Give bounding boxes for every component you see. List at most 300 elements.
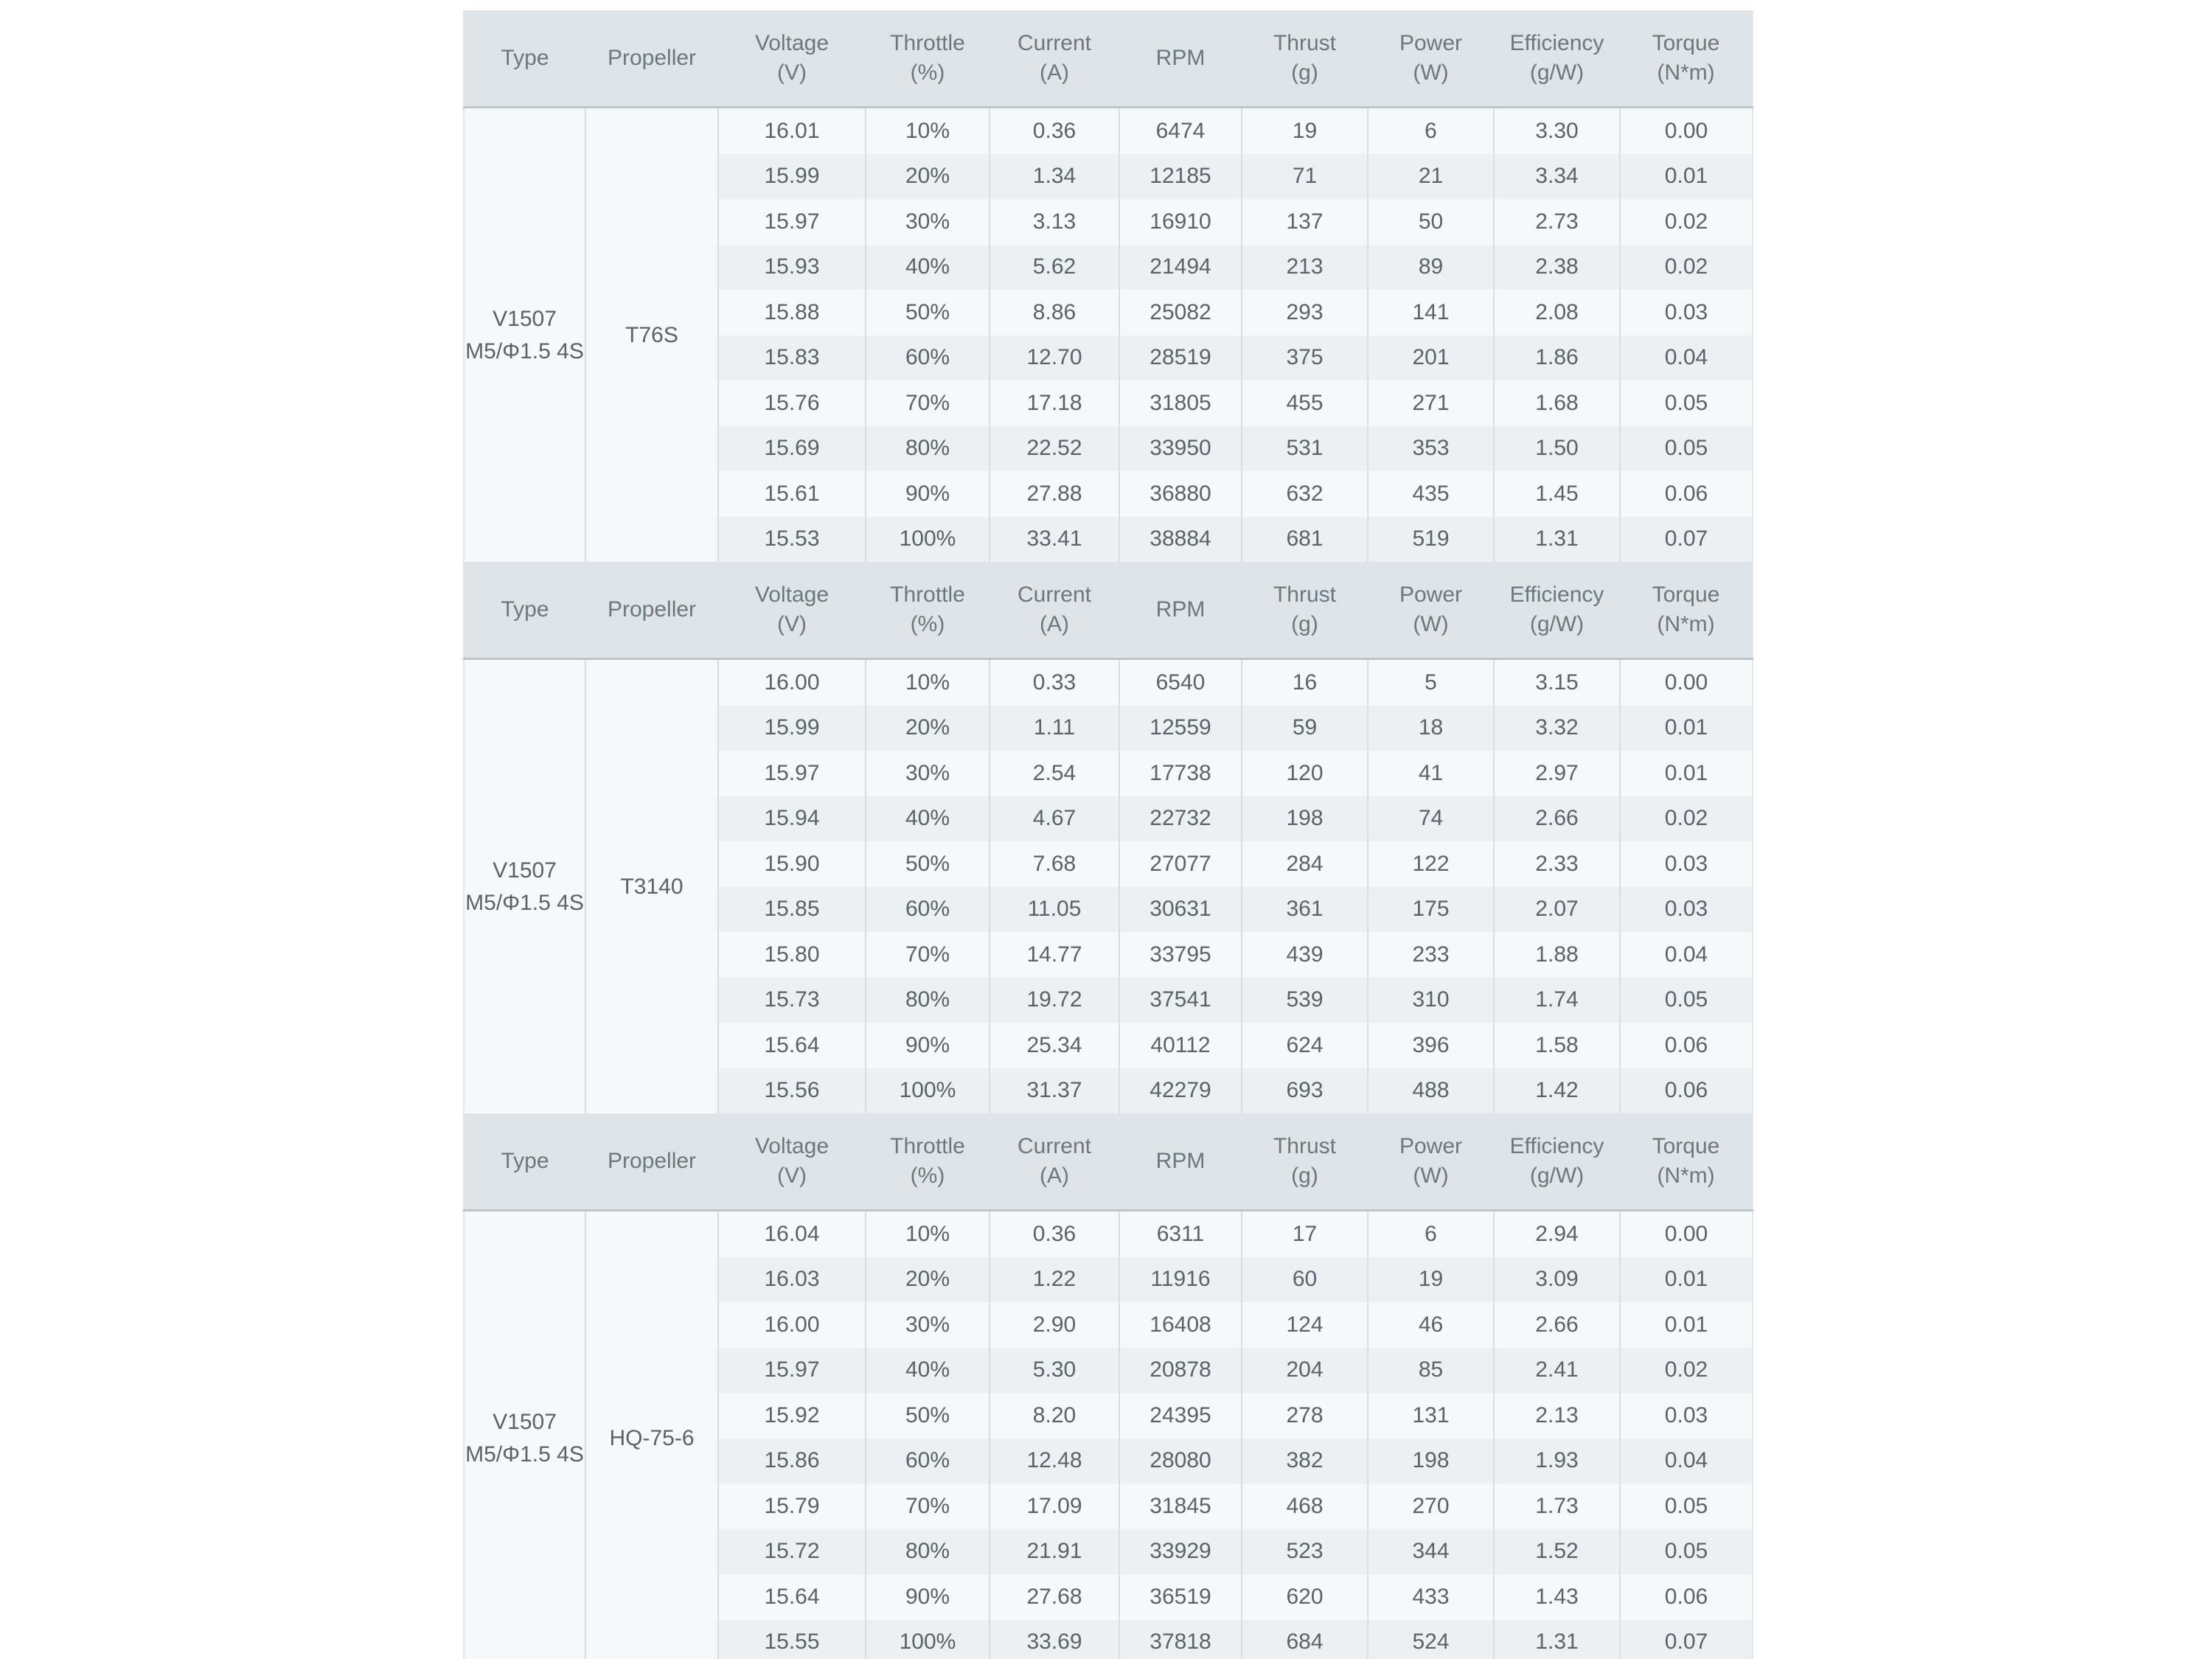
- cell-efficiency: 1.50: [1494, 426, 1620, 472]
- header-unit: (g): [1291, 60, 1318, 85]
- cell-torque: 0.05: [1620, 978, 1753, 1023]
- cell-throttle: 10%: [866, 108, 990, 154]
- cell-thrust: 137: [1242, 199, 1368, 245]
- header-title: RPM: [1155, 1149, 1206, 1173]
- section-t3140: [464, 562, 1753, 1113]
- header-title: Torque: [1652, 582, 1720, 607]
- cell-rpm: 38884: [1119, 517, 1242, 563]
- cell-throttle: 20%: [866, 154, 990, 200]
- cell-torque: 0.02: [1620, 245, 1753, 291]
- cell-current: 1.34: [990, 154, 1119, 200]
- header-cell-thrust: [1242, 1113, 1368, 1211]
- header-unit: (g/W): [1529, 60, 1585, 85]
- header-title: Type: [501, 597, 549, 622]
- header-cell-type: [464, 10, 585, 108]
- cell-power: 50: [1368, 199, 1494, 245]
- cell-rpm: 6474: [1119, 108, 1242, 154]
- cell-power: 18: [1368, 706, 1494, 751]
- cell-rpm: 31805: [1119, 380, 1242, 426]
- cell-efficiency: 1.31: [1494, 1620, 1620, 1659]
- cell-current: 17.09: [990, 1484, 1119, 1529]
- cell-efficiency: 1.68: [1494, 380, 1620, 426]
- type-line1: V1507: [493, 1409, 557, 1434]
- propeller-cell: T76S: [585, 108, 718, 563]
- cell-power: 488: [1368, 1068, 1494, 1114]
- cell-efficiency: 1.73: [1494, 1484, 1620, 1529]
- header-cell-power: [1368, 562, 1494, 659]
- cell-voltage: 15.99: [718, 706, 866, 751]
- cell-rpm: 6311: [1119, 1211, 1242, 1257]
- cell-voltage: 15.92: [718, 1393, 866, 1439]
- header-unit: (g): [1291, 1164, 1318, 1188]
- cell-rpm: 36519: [1119, 1574, 1242, 1620]
- cell-torque: 0.00: [1620, 659, 1753, 706]
- header-cell-propeller: [585, 10, 718, 108]
- cell-thrust: 278: [1242, 1393, 1368, 1439]
- cell-voltage: 15.97: [718, 751, 866, 796]
- cell-current: 3.13: [990, 199, 1119, 245]
- cell-power: 6: [1368, 1211, 1494, 1257]
- cell-power: 21: [1368, 154, 1494, 200]
- header-cell-propeller: [585, 1113, 718, 1211]
- cell-voltage: 15.73: [718, 978, 866, 1023]
- motor-test-table-wrap: [463, 10, 1753, 1659]
- cell-thrust: 213: [1242, 245, 1368, 291]
- cell-current: 12.70: [990, 335, 1119, 381]
- cell-throttle: 90%: [866, 1023, 990, 1068]
- cell-throttle: 100%: [866, 1068, 990, 1114]
- header-title: Torque: [1652, 31, 1720, 55]
- cell-current: 8.20: [990, 1393, 1119, 1439]
- header-cell-torque: [1620, 1113, 1753, 1211]
- cell-throttle: 80%: [866, 978, 990, 1023]
- cell-torque: 0.03: [1620, 841, 1753, 887]
- header-unit: (V): [777, 60, 807, 85]
- header-title: Propeller: [607, 46, 697, 70]
- cell-power: 41: [1368, 751, 1494, 796]
- header-unit: (%): [910, 612, 945, 636]
- header-cell-torque: [1620, 10, 1753, 108]
- cell-current: 0.36: [990, 108, 1119, 154]
- cell-efficiency: 2.66: [1494, 1302, 1620, 1348]
- cell-thrust: 455: [1242, 380, 1368, 426]
- cell-thrust: 16: [1242, 659, 1368, 706]
- header-unit: (W): [1413, 612, 1449, 636]
- cell-voltage: 15.97: [718, 1348, 866, 1394]
- cell-throttle: 50%: [866, 1393, 990, 1439]
- header-title: RPM: [1155, 46, 1206, 70]
- cell-throttle: 30%: [866, 751, 990, 796]
- header-cell-rpm: [1119, 562, 1242, 659]
- header-cell-efficiency: [1494, 1113, 1620, 1211]
- cell-efficiency: 1.31: [1494, 517, 1620, 563]
- table-row: [464, 108, 1753, 154]
- cell-thrust: 468: [1242, 1484, 1368, 1529]
- cell-thrust: 120: [1242, 751, 1368, 796]
- header-unit: (W): [1413, 1164, 1449, 1188]
- header-title: Thrust: [1273, 582, 1337, 607]
- cell-efficiency: 2.73: [1494, 199, 1620, 245]
- type-line2: M5/Φ1.5 4S: [465, 338, 584, 364]
- table-header-row: [464, 562, 1753, 659]
- cell-voltage: 15.69: [718, 426, 866, 472]
- cell-rpm: 24395: [1119, 1393, 1242, 1439]
- cell-rpm: 33929: [1119, 1529, 1242, 1575]
- cell-efficiency: 2.38: [1494, 245, 1620, 291]
- header-unit: (W): [1413, 60, 1449, 85]
- cell-torque: 0.06: [1620, 471, 1753, 517]
- table-header-row: [464, 10, 1753, 108]
- cell-voltage: 15.56: [718, 1068, 866, 1114]
- cell-efficiency: 2.08: [1494, 290, 1620, 335]
- cell-throttle: 70%: [866, 380, 990, 426]
- cell-torque: 0.07: [1620, 1620, 1753, 1659]
- header-cell-throttle: [866, 10, 990, 108]
- header-title: Power: [1399, 582, 1463, 607]
- header-unit: (A): [1040, 612, 1069, 636]
- cell-voltage: 15.99: [718, 154, 866, 200]
- header-cell-rpm: [1119, 10, 1242, 108]
- header-unit: (%): [910, 60, 945, 85]
- cell-voltage: 15.79: [718, 1484, 866, 1529]
- cell-rpm: 11916: [1119, 1257, 1242, 1303]
- header-cell-thrust: [1242, 562, 1368, 659]
- header-title: Voltage: [754, 1134, 830, 1158]
- cell-thrust: 204: [1242, 1348, 1368, 1394]
- cell-voltage: 15.53: [718, 517, 866, 563]
- header-unit: (g): [1291, 612, 1318, 636]
- cell-efficiency: 1.88: [1494, 932, 1620, 978]
- cell-efficiency: 3.15: [1494, 659, 1620, 706]
- cell-efficiency: 3.30: [1494, 108, 1620, 154]
- header-title: Throttle: [890, 31, 965, 55]
- cell-thrust: 624: [1242, 1023, 1368, 1068]
- cell-current: 14.77: [990, 932, 1119, 978]
- cell-torque: 0.04: [1620, 932, 1753, 978]
- cell-thrust: 71: [1242, 154, 1368, 200]
- cell-current: 21.91: [990, 1529, 1119, 1575]
- cell-torque: 0.03: [1620, 290, 1753, 335]
- cell-power: 85: [1368, 1348, 1494, 1394]
- header-title: Voltage: [754, 582, 830, 607]
- header-cell-voltage: [718, 10, 866, 108]
- cell-current: 12.48: [990, 1439, 1119, 1484]
- cell-power: 271: [1368, 380, 1494, 426]
- cell-power: 19: [1368, 1257, 1494, 1303]
- header-cell-throttle: [866, 562, 990, 659]
- cell-torque: 0.06: [1620, 1068, 1753, 1114]
- cell-thrust: 382: [1242, 1439, 1368, 1484]
- cell-current: 1.11: [990, 706, 1119, 751]
- header-title: Propeller: [607, 1149, 697, 1173]
- header-cell-type: [464, 1113, 585, 1211]
- cell-throttle: 10%: [866, 1211, 990, 1257]
- cell-efficiency: 2.66: [1494, 796, 1620, 842]
- cell-power: 89: [1368, 245, 1494, 291]
- cell-power: 175: [1368, 887, 1494, 933]
- header-cell-current: [990, 1113, 1119, 1211]
- header-title: Throttle: [890, 582, 965, 607]
- type-cell: [464, 108, 585, 563]
- cell-throttle: 60%: [866, 335, 990, 381]
- cell-rpm: 33795: [1119, 932, 1242, 978]
- cell-rpm: 28080: [1119, 1439, 1242, 1484]
- cell-torque: 0.01: [1620, 1257, 1753, 1303]
- cell-efficiency: 1.52: [1494, 1529, 1620, 1575]
- table-header-row: [464, 1113, 1753, 1211]
- cell-efficiency: 2.07: [1494, 887, 1620, 933]
- cell-current: 5.62: [990, 245, 1119, 291]
- cell-torque: 0.05: [1620, 1484, 1753, 1529]
- type-cell: [464, 1211, 585, 1659]
- header-unit: (V): [777, 1164, 807, 1188]
- header-cell-type: [464, 562, 585, 659]
- cell-current: 11.05: [990, 887, 1119, 933]
- cell-torque: 0.05: [1620, 1529, 1753, 1575]
- cell-efficiency: 3.09: [1494, 1257, 1620, 1303]
- cell-rpm: 36880: [1119, 471, 1242, 517]
- cell-efficiency: 2.41: [1494, 1348, 1620, 1394]
- table-row: [464, 659, 1753, 706]
- cell-efficiency: 2.33: [1494, 841, 1620, 887]
- cell-efficiency: 1.86: [1494, 335, 1620, 381]
- header-cell-rpm: [1119, 1113, 1242, 1211]
- cell-power: 353: [1368, 426, 1494, 472]
- cell-power: 131: [1368, 1393, 1494, 1439]
- cell-thrust: 681: [1242, 517, 1368, 563]
- cell-power: 435: [1368, 471, 1494, 517]
- cell-throttle: 30%: [866, 1302, 990, 1348]
- cell-torque: 0.02: [1620, 796, 1753, 842]
- cell-thrust: 531: [1242, 426, 1368, 472]
- header-unit: (N*m): [1657, 612, 1715, 636]
- header-title: Efficiency: [1509, 582, 1604, 607]
- cell-power: 344: [1368, 1529, 1494, 1575]
- cell-throttle: 20%: [866, 1257, 990, 1303]
- cell-throttle: 80%: [866, 1529, 990, 1575]
- cell-current: 0.36: [990, 1211, 1119, 1257]
- header-cell-voltage: [718, 562, 866, 659]
- cell-thrust: 284: [1242, 841, 1368, 887]
- cell-torque: 0.07: [1620, 517, 1753, 563]
- cell-current: 31.37: [990, 1068, 1119, 1114]
- type-line1: V1507: [493, 858, 557, 883]
- cell-throttle: 40%: [866, 796, 990, 842]
- cell-current: 27.88: [990, 471, 1119, 517]
- cell-thrust: 124: [1242, 1302, 1368, 1348]
- cell-power: 310: [1368, 978, 1494, 1023]
- cell-thrust: 361: [1242, 887, 1368, 933]
- header-cell-power: [1368, 10, 1494, 108]
- cell-voltage: 15.97: [718, 199, 866, 245]
- header-title: Throttle: [890, 1134, 965, 1158]
- cell-current: 7.68: [990, 841, 1119, 887]
- cell-thrust: 693: [1242, 1068, 1368, 1114]
- cell-voltage: 16.03: [718, 1257, 866, 1303]
- cell-efficiency: 3.34: [1494, 154, 1620, 200]
- cell-voltage: 16.00: [718, 1302, 866, 1348]
- cell-torque: 0.02: [1620, 199, 1753, 245]
- cell-efficiency: 1.43: [1494, 1574, 1620, 1620]
- cell-voltage: 15.76: [718, 380, 866, 426]
- cell-current: 22.52: [990, 426, 1119, 472]
- cell-throttle: 90%: [866, 471, 990, 517]
- cell-power: 524: [1368, 1620, 1494, 1659]
- cell-power: 233: [1368, 932, 1494, 978]
- header-title: Power: [1399, 31, 1463, 55]
- cell-current: 8.86: [990, 290, 1119, 335]
- type-line1: V1507: [493, 306, 557, 331]
- cell-thrust: 632: [1242, 471, 1368, 517]
- cell-efficiency: 1.42: [1494, 1068, 1620, 1114]
- header-cell-efficiency: [1494, 562, 1620, 659]
- cell-thrust: 523: [1242, 1529, 1368, 1575]
- cell-torque: 0.01: [1620, 154, 1753, 200]
- cell-voltage: 15.72: [718, 1529, 866, 1575]
- cell-rpm: 40112: [1119, 1023, 1242, 1068]
- cell-efficiency: 1.58: [1494, 1023, 1620, 1068]
- cell-throttle: 60%: [866, 1439, 990, 1484]
- header-title: RPM: [1155, 597, 1206, 622]
- cell-efficiency: 1.45: [1494, 471, 1620, 517]
- header-unit: (A): [1040, 1164, 1069, 1188]
- cell-rpm: 22732: [1119, 796, 1242, 842]
- cell-rpm: 37818: [1119, 1620, 1242, 1659]
- cell-rpm: 37541: [1119, 978, 1242, 1023]
- cell-voltage: 16.00: [718, 659, 866, 706]
- cell-rpm: 6540: [1119, 659, 1242, 706]
- cell-power: 46: [1368, 1302, 1494, 1348]
- cell-rpm: 25082: [1119, 290, 1242, 335]
- header-title: Torque: [1652, 1134, 1720, 1158]
- cell-voltage: 16.01: [718, 108, 866, 154]
- cell-torque: 0.01: [1620, 751, 1753, 796]
- cell-power: 198: [1368, 1439, 1494, 1484]
- cell-throttle: 30%: [866, 199, 990, 245]
- header-unit: (V): [777, 612, 807, 636]
- cell-rpm: 16910: [1119, 199, 1242, 245]
- cell-voltage: 15.64: [718, 1023, 866, 1068]
- cell-current: 27.68: [990, 1574, 1119, 1620]
- cell-efficiency: 2.94: [1494, 1211, 1620, 1257]
- type-line2: M5/Φ1.5 4S: [465, 890, 584, 915]
- cell-torque: 0.05: [1620, 380, 1753, 426]
- header-cell-current: [990, 562, 1119, 659]
- header-cell-thrust: [1242, 10, 1368, 108]
- cell-thrust: 19: [1242, 108, 1368, 154]
- cell-rpm: 12185: [1119, 154, 1242, 200]
- cell-rpm: 21494: [1119, 245, 1242, 291]
- header-unit: (A): [1040, 60, 1069, 85]
- cell-efficiency: 3.32: [1494, 706, 1620, 751]
- cell-power: 270: [1368, 1484, 1494, 1529]
- cell-torque: 0.06: [1620, 1574, 1753, 1620]
- cell-voltage: 15.64: [718, 1574, 866, 1620]
- cell-power: 5: [1368, 659, 1494, 706]
- cell-torque: 0.04: [1620, 1439, 1753, 1484]
- cell-torque: 0.03: [1620, 1393, 1753, 1439]
- cell-voltage: 15.93: [718, 245, 866, 291]
- cell-voltage: 15.90: [718, 841, 866, 887]
- cell-thrust: 17: [1242, 1211, 1368, 1257]
- cell-power: 74: [1368, 796, 1494, 842]
- cell-throttle: 70%: [866, 1484, 990, 1529]
- cell-throttle: 60%: [866, 887, 990, 933]
- cell-rpm: 17738: [1119, 751, 1242, 796]
- cell-torque: 0.03: [1620, 887, 1753, 933]
- cell-thrust: 620: [1242, 1574, 1368, 1620]
- header-title: Current: [1017, 31, 1092, 55]
- cell-current: 1.22: [990, 1257, 1119, 1303]
- cell-rpm: 28519: [1119, 335, 1242, 381]
- header-cell-propeller: [585, 562, 718, 659]
- cell-rpm: 30631: [1119, 887, 1242, 933]
- cell-rpm: 12559: [1119, 706, 1242, 751]
- header-title: Power: [1399, 1134, 1463, 1158]
- header-unit: (%): [910, 1164, 945, 1188]
- cell-current: 33.69: [990, 1620, 1119, 1659]
- header-unit: (N*m): [1657, 60, 1715, 85]
- cell-torque: 0.00: [1620, 108, 1753, 154]
- cell-current: 25.34: [990, 1023, 1119, 1068]
- cell-throttle: 90%: [866, 1574, 990, 1620]
- header-unit: (N*m): [1657, 1164, 1715, 1188]
- cell-current: 17.18: [990, 380, 1119, 426]
- cell-throttle: 80%: [866, 426, 990, 472]
- cell-throttle: 70%: [866, 932, 990, 978]
- header-title: Current: [1017, 582, 1092, 607]
- cell-throttle: 40%: [866, 1348, 990, 1394]
- cell-thrust: 198: [1242, 796, 1368, 842]
- cell-voltage: 15.83: [718, 335, 866, 381]
- cell-throttle: 50%: [866, 290, 990, 335]
- header-title: Type: [501, 46, 549, 70]
- header-title: Propeller: [607, 597, 697, 622]
- cell-throttle: 10%: [866, 659, 990, 706]
- cell-voltage: 15.55: [718, 1620, 866, 1659]
- cell-thrust: 539: [1242, 978, 1368, 1023]
- cell-current: 0.33: [990, 659, 1119, 706]
- cell-rpm: 16408: [1119, 1302, 1242, 1348]
- cell-throttle: 20%: [866, 706, 990, 751]
- cell-current: 2.54: [990, 751, 1119, 796]
- cell-power: 519: [1368, 517, 1494, 563]
- cell-voltage: 15.94: [718, 796, 866, 842]
- cell-power: 141: [1368, 290, 1494, 335]
- cell-thrust: 684: [1242, 1620, 1368, 1659]
- cell-rpm: 31845: [1119, 1484, 1242, 1529]
- cell-current: 4.67: [990, 796, 1119, 842]
- cell-torque: 0.06: [1620, 1023, 1753, 1068]
- cell-power: 122: [1368, 841, 1494, 887]
- cell-throttle: 40%: [866, 245, 990, 291]
- cell-throttle: 100%: [866, 1620, 990, 1659]
- cell-power: 201: [1368, 335, 1494, 381]
- cell-voltage: 15.88: [718, 290, 866, 335]
- header-title: Thrust: [1273, 31, 1337, 55]
- header-cell-torque: [1620, 562, 1753, 659]
- cell-torque: 0.00: [1620, 1211, 1753, 1257]
- cell-current: 2.90: [990, 1302, 1119, 1348]
- cell-throttle: 50%: [866, 841, 990, 887]
- type-cell: [464, 659, 585, 1114]
- header-unit: (g/W): [1529, 1164, 1585, 1188]
- cell-current: 19.72: [990, 978, 1119, 1023]
- cell-voltage: 15.85: [718, 887, 866, 933]
- header-cell-power: [1368, 1113, 1494, 1211]
- header-cell-voltage: [718, 1113, 866, 1211]
- cell-voltage: 15.80: [718, 932, 866, 978]
